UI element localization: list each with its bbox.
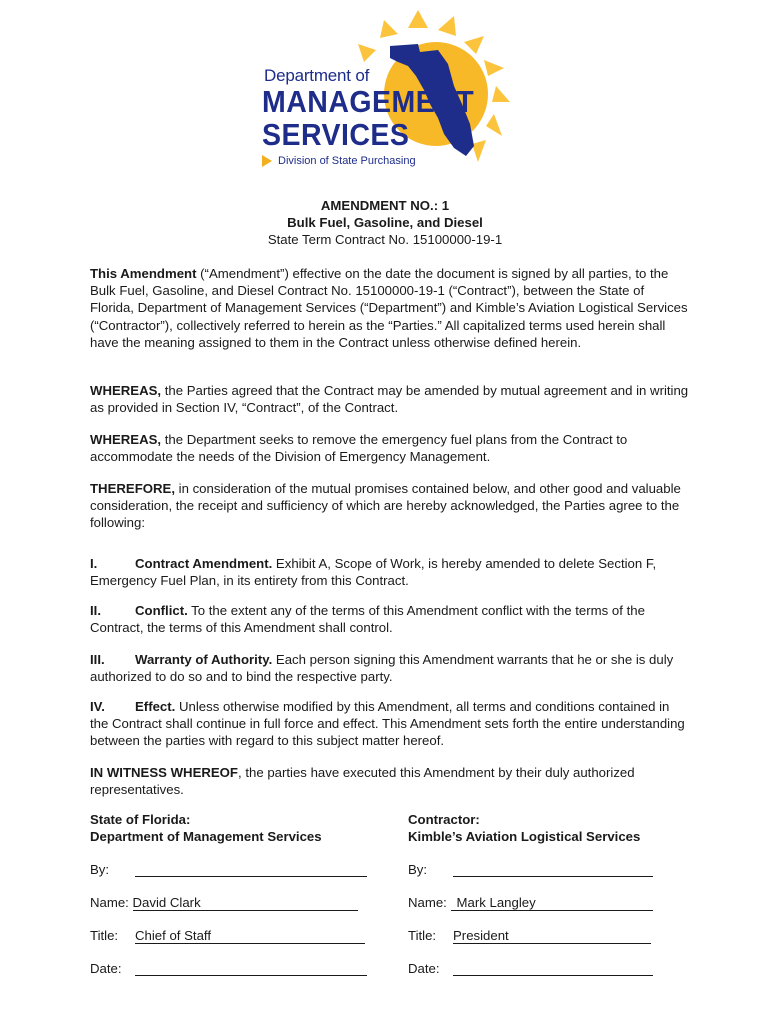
section-title: Conflict. xyxy=(135,603,188,618)
therefore-text: in consideration of the mutual promises contained below, and other good and valuable consideration, the receipt and sufficiency of which are hereby acknowledged, the Parties agree to the following: xyxy=(90,481,681,531)
section-title: Effect. xyxy=(135,699,176,714)
right-title-field xyxy=(453,928,651,944)
section-title: Contract Amendment. xyxy=(135,556,273,571)
left-date-label: Date: xyxy=(90,961,122,976)
section-text: Each person signing this Amendment warrants that he or she is duly authorized to do so and to bind the respective party. xyxy=(90,652,674,685)
whereas-lead-2: WHEREAS, xyxy=(90,432,162,447)
right-party-line2: Kimble’s Aviation Logistical Services xyxy=(408,829,641,844)
left-title-row xyxy=(90,928,118,943)
left-title-label: Title: xyxy=(90,928,119,943)
right-title-row xyxy=(408,928,436,943)
section-title: Warranty of Authority. xyxy=(135,652,273,667)
section-text: Exhibit A, Scope of Work, is hereby amended to delete Section F, Emergency Fuel Plan, in its entirety from this Contract. xyxy=(90,556,657,589)
left-name-row xyxy=(90,895,358,911)
section-text: To the extent any of the terms of this Amendment conflict with the terms of the Contract, the terms of this Amendment shall control. xyxy=(90,603,645,636)
left-date-row xyxy=(90,961,122,976)
section-number: I. xyxy=(90,556,98,571)
right-name-value[interactable]: Mark Langley xyxy=(451,895,653,911)
section-number: IV. xyxy=(90,699,105,714)
intro-text: (“Amendment”) effective on the date the document is signed by all parties, to the Bulk Fuel, Gasoline, and Diesel Contract No. 15100000-19-1 (“Contract”), between the State of Florida, Department of Management Services (“Department”) and Kimble’s Aviation Logistical Services (“Contractor”), collectively referred to herein as the “Parties.” All capitalized terms used herein shall have the meaning assigned to them in the Contract unless otherwise defined herein. xyxy=(90,266,688,350)
right-name-label: Name: xyxy=(408,895,447,910)
left-title-value[interactable]: Chief of Staff xyxy=(135,928,365,944)
logo-department-text: Department of xyxy=(264,66,370,85)
logo-services-text: SERVICES xyxy=(262,117,410,152)
left-by-row xyxy=(90,862,109,877)
section-4 xyxy=(90,698,690,750)
section-1 xyxy=(90,555,690,589)
left-party-line2: Department of Management Services xyxy=(90,829,322,844)
amendment-number: AMENDMENT NO.: 1 xyxy=(320,198,450,213)
right-date-line[interactable] xyxy=(453,961,653,979)
whereas-text-2: the Department seeks to remove the emergency fuel plans from the Contract to accommodate the needs of the Division of Emergency Management. xyxy=(90,432,628,465)
right-party-line1: Contractor: xyxy=(408,812,480,827)
amendment-subject: Bulk Fuel, Gasoline, and Diesel xyxy=(287,215,483,230)
right-title-label: Title: xyxy=(408,928,437,943)
right-date-label: Date: xyxy=(408,961,440,976)
section-number: II. xyxy=(90,603,101,618)
right-by-signature-line[interactable] xyxy=(453,862,653,880)
right-by-label: By: xyxy=(408,862,428,877)
whereas-lead-1: WHEREAS, xyxy=(90,383,162,398)
section-3 xyxy=(90,651,690,685)
section-text: Unless otherwise modified by this Amendment, all terms and conditions contained in the Contract shall continue in full force and effect. This Amendment sets forth the entire understanding between the parties with regard to this subject matter hereof. xyxy=(90,699,685,749)
left-date-line[interactable] xyxy=(135,961,367,979)
left-by-label: By: xyxy=(90,862,110,877)
intro-lead: This Amendment xyxy=(90,266,197,281)
witness-lead: IN WITNESS WHEREOF xyxy=(90,765,238,780)
right-by-row xyxy=(408,862,427,877)
intro-paragraph xyxy=(90,265,690,351)
witness-paragraph xyxy=(90,764,690,798)
whereas-paragraph-1 xyxy=(90,382,690,416)
logo-management-text: MANAGEMENT xyxy=(262,84,475,119)
dms-logo xyxy=(248,6,518,168)
whereas-text-1: the Parties agreed that the Contract may be amended by mutual agreement and in writing as provided in Section IV, “Contract”, of the Contract. xyxy=(90,383,689,416)
therefore-lead: THEREFORE, xyxy=(90,481,175,496)
right-date-row xyxy=(408,961,440,976)
whereas-paragraph-2 xyxy=(90,431,690,465)
left-name-label: Name: xyxy=(90,895,129,910)
contract-number: State Term Contract No. 15100000-19-1 xyxy=(267,232,503,247)
arrow-icon xyxy=(262,155,272,167)
right-title-value[interactable]: President xyxy=(453,928,651,944)
logo-division-text: Division of State Purchasing xyxy=(278,155,416,167)
left-by-signature-line[interactable] xyxy=(135,862,367,880)
left-title-field xyxy=(135,928,365,944)
right-name-row xyxy=(408,895,653,911)
left-party-line1: State of Florida: xyxy=(90,812,191,827)
therefore-paragraph xyxy=(90,480,690,532)
left-name-value[interactable]: David Clark xyxy=(133,895,358,911)
section-2 xyxy=(90,602,690,636)
section-number: III. xyxy=(90,652,105,667)
witness-text: , the parties have executed this Amendment by their duly authorized representatives. xyxy=(90,765,635,798)
